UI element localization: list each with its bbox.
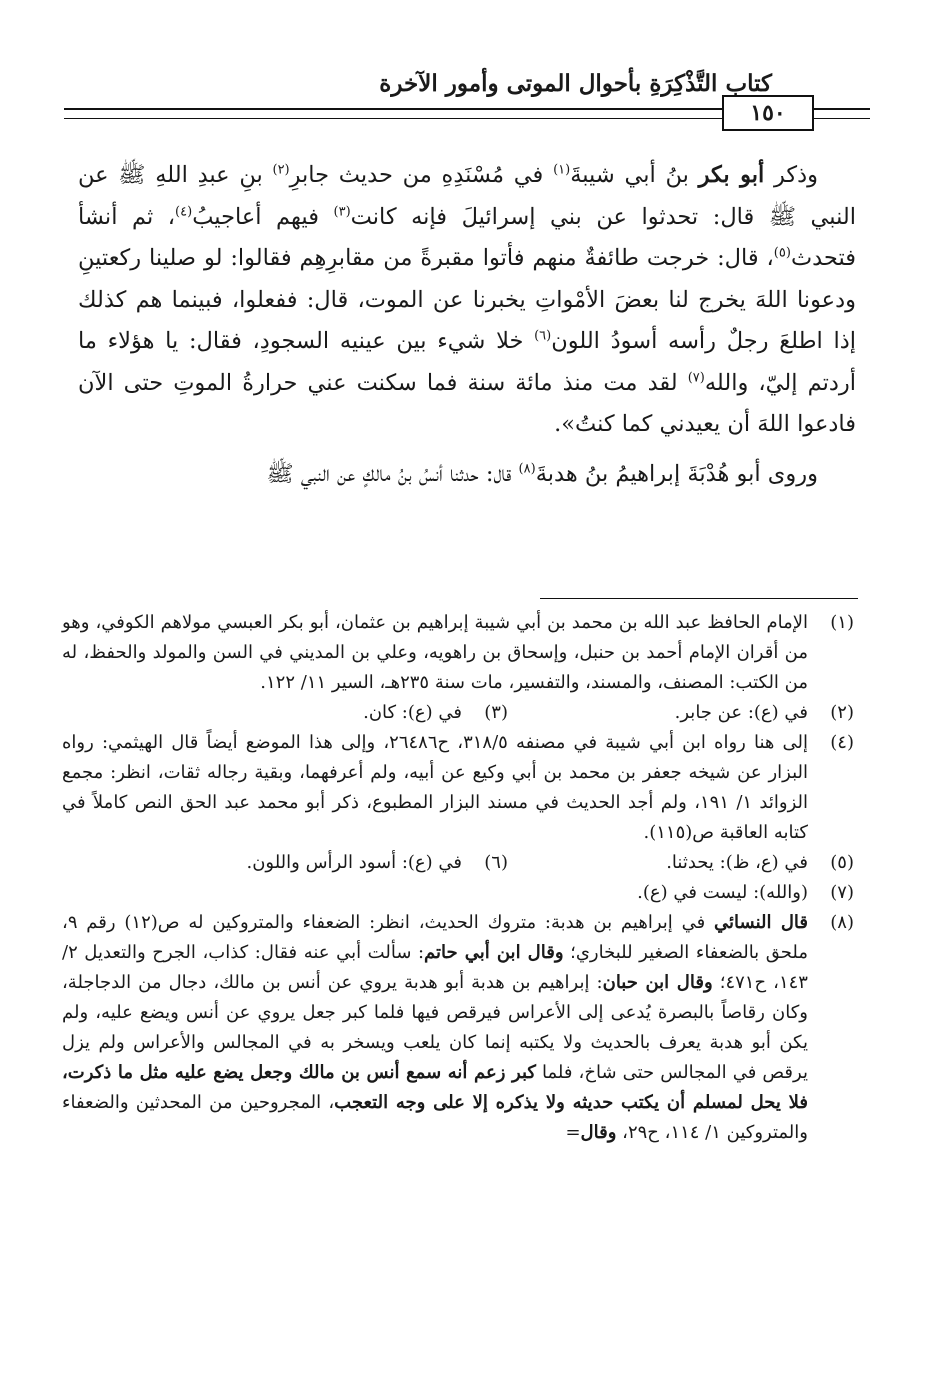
header-rule: [64, 108, 724, 110]
footnote-4: [62, 728, 854, 848]
footnote-ref-1: (١): [553, 162, 571, 178]
text-run: بنِ عبدِ اللهِ ﷺ عن النبي ﷺ قال: تحدثوا عن بني إسرائيلَ فإنه كانت: [78, 162, 856, 230]
footnote-ref-8: (٨): [518, 461, 536, 476]
footnote-text: إلى هنا رواه ابن أبي شيبة في مصنفه ٣١٨/٥، ح٢٦٤٨٦، وإلى هذا الموضع أيضاً قال الهيثمي: رواه البزار عن شيخه جعفر بن محمد بن أبي وكيع عن أبيه، ولم أعرفهما، وبقية رجاله ثقات، انظر: مجمع الزوائد ١/ ١٩١، ولم أجد الحديث في مسند البزار المطبوع، ذكر أبو محمد عبد الحق النص كاملاً في كتابه العاقبة ص(١١٥).: [62, 732, 809, 843]
footnote-text: الإمام الحافظ عبد الله بن محمد بن أبي شيبة إبراهيم بن عثمان، أبو بكر العبسي مولاهم الكوفي، وهو من أقران الإمام أحمد بن حنبل، وإسحاق بن راهويه، وعلي بن المديني في السن والمولد والحفظ، له من الكتب: المصنف، والمسند، والتفسير، مات سنة ٢٣٥هـ، السير ١١/ ١٢٢.: [62, 612, 808, 693]
footnote-text: ، المجروحين من المحدثين والضعفاء والمتروكين ١/ ١١٤، ح٢٩،: [62, 1092, 808, 1143]
footnote-ref-6: (٦): [534, 328, 552, 344]
footnote-text: في (ع، ظ): يحدثنا.: [666, 852, 808, 873]
footnote-text: : سألت أبي عنه فقال: كذاب، الجرح والتعديل ٢/ ١٤٣، ح٤٧١؛: [62, 942, 808, 993]
footnote-6: [246, 848, 508, 878]
header-rule-extension-thin: [814, 118, 870, 119]
footnote-bold-run: وقال ابن أبي حاتم: [424, 942, 564, 963]
footnote-ref-3: (٣): [333, 204, 351, 219]
header-rule-extension: [814, 108, 870, 110]
footnotes: [62, 608, 854, 1148]
footnote-text: في إبراهيم بن هدبة: متروك الحديث، انظر: الضعفاء والمتروكين له ص(١٢) رقم ٩، ملحق بالضعفاء الصغير للبخاري؛: [62, 912, 808, 963]
running-header-title: كتاب التَّذْكِرَةِ بأحوال الموتى وأمور الآخرة: [379, 70, 772, 97]
footnote-7: [62, 878, 854, 908]
text-run: بنُ أبي شيبةَ: [570, 162, 699, 188]
footnote-text: (والله): ليست في (ع).: [637, 882, 808, 903]
footnote-bold-run: كبر زعم أنه سمع أنس بن مالك وجعل يضع عليه مثل ما ذكرت، فلا يحل لمسلم أن يكتب حديثه ولا يذكره إلا على وجه التعجب: [62, 1062, 808, 1113]
text-run: ، قال: خرجت طائفةٌ منهم فأتوا مقبرةً من مقابرِهِم فقالوا: لو صلينا ركعتينِ ودعونا اللهَ يخرج لنا بعضَ الأمْواتِ يخبرنا عن الموت، قال: ففعلوا، فبينما هم كذلك إذا اطلعَ رجلٌ رأسه أسودُ اللون: [78, 245, 856, 354]
footnote-ref-5: (٥): [773, 245, 791, 261]
text-run: وذكر: [764, 162, 819, 188]
emphasized-name: أبو بكر: [698, 162, 765, 188]
footnote-8: [62, 908, 854, 1148]
footnote-ref-4: (٤): [175, 204, 193, 219]
text-run: فيهم أعاجيبُ: [192, 203, 334, 230]
footnote-ref-7: (٧): [687, 370, 705, 385]
footnote-text: : إبراهيم بن هدبة أبو هدبة يروي عن أنس بن مالك، دجال من الدجاجلة، وكان رقاصاً بالبصرة يُدعى إلى الأعراس فيرقص فيها فلما كبر جعل يروي عن أنس ويضع عليه، ولم يكن أبو هدبة يعرف بالحديث ولا يكتبه إنما كان يلعب ويسخر به في المجالس والأعراس ولم يزل يرقص في المجالس حتى شاخ، فلما: [62, 972, 808, 1083]
text-run: لقد مت منذ مائة سنة فما سكنت عني حرارةُ الموتِ حتى الآن فادعوا اللهَ أن يعيدني كما كنتُ».: [78, 369, 856, 437]
footnote-bold-run: وقال: [580, 1122, 617, 1143]
footnote-row-5-6: [62, 848, 854, 878]
footnote-separator: [540, 598, 858, 599]
text-run: قال: حدثنا أنسُ بنُ مالكٍ عن النبي ﷺ: [266, 460, 519, 487]
footnote-number: (٢): [830, 702, 854, 723]
text-run: خلا شيء بين عينيه السجودِ، فقال: يا هؤلاء ما أردتم إليّ، والله: [78, 328, 856, 396]
footnote-number: (١): [830, 612, 854, 633]
header-rule-thin: [64, 118, 724, 119]
page-number: ١٥٠: [722, 95, 814, 131]
main-text: [78, 155, 856, 495]
footnote-number: (٧): [830, 882, 854, 903]
footnote-row-2-3: [62, 698, 854, 728]
text-run: في مُسْنَدِهِ من حديث جابرِ: [289, 162, 554, 188]
footnote-text: في (ع): كان.: [363, 702, 462, 723]
footnote-number: (٥): [830, 852, 854, 873]
footnote-number: (٣): [484, 702, 508, 723]
footnote-number: (٦): [484, 852, 508, 873]
footnote-number: (٤): [830, 732, 854, 753]
footnote-ref-2: (٢): [272, 162, 290, 178]
footnote-text: في (ع): عن جابر.: [674, 702, 808, 723]
footnote-bold-run: وقال ابن حبان: [602, 972, 713, 993]
footnote-1: [62, 608, 854, 698]
footnote-3: [363, 698, 508, 728]
text-run: وروى أبو هُدْبَةَ إبراهيمُ بنُ هدبةَ: [535, 460, 818, 487]
paragraph-1: [78, 155, 856, 446]
footnote-text: في (ع): أسود الرأس واللون.: [246, 852, 462, 873]
footnote-bold-run: قال النسائي: [714, 912, 809, 933]
footnote-text: =: [565, 1122, 581, 1143]
text-run: ، ثم أنشأ فتحدث: [78, 203, 856, 271]
paragraph-2: [78, 454, 856, 496]
footnote-number: (٨): [830, 912, 854, 933]
